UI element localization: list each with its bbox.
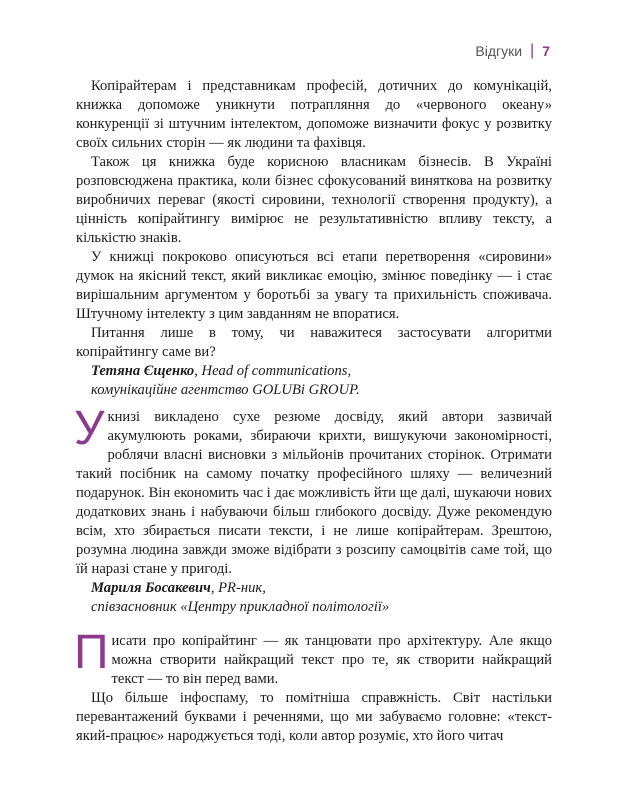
- review-2-author-org-line: [76, 598, 552, 617]
- review-1-paragraph: Копірайтерам і представникам професій, дотичних до комунікацій, книжка допоможе уникнути потрапляння до «червоного океану» конкуренції зі штучним інтелектом, допоможе визначити фокус у розвитку своїх сильних сторін — як людини та фахівця.: [76, 78, 552, 151]
- review-2-paragraph: [74, 402, 552, 579]
- review-3-paragraph: [74, 626, 552, 689]
- review-1-paragraph: Також ця книжка буде корисною власникам бізнесів. В Україні розповсюджена практика, коли бізнес сфокусований виняткова на розвитку виробничих переваг (якості сировини, технології створення продукту), а цінність копірайтингу вимірює не результативністю впливу тексту, а кількістю знаків.: [76, 154, 552, 246]
- running-header: [475, 42, 550, 60]
- review-2-signature: [76, 579, 552, 598]
- review-1-signature: [76, 362, 552, 381]
- header-divider: |: [530, 42, 535, 59]
- review-3-dropcap: П: [74, 626, 109, 679]
- review-1-author-role: , Head of communications,: [194, 363, 352, 379]
- review-3-text: исати про копірайтинг — як танцювати про архітектуру. Але якщо можна створити найкращий текст про те, як створити найкращий текст — то він перед вами.: [111, 633, 552, 687]
- review-2-text: книзі викладено сухе резюме досвіду, який автори зазвичай акумулюють роками, збираючи крихти, вишукуючи закономірності, роблячи власні висновки з мільйонів прочитаних сторінок. Отримати такий посібник на самому початку професійного шляху — величезний подарунок. Він економить час і дає можливість йти ще далі, шукаючи нових додаткових знань і набуваючи більш глибокого досвіду. Дуже рекомендую всім, хто збирається писати тексти, і не лише копірайтерам. Зрештою, розумна людина завжди зможе відібрати з розсипу самоцвітів саме той, що їй наразі стане у пригоді.: [76, 409, 552, 577]
- review-1-paragraph: У книжці покроково описуються всі етапи перетворення «сировини» думок на якісний текст, який викликає емоцію, змінює поведінку — і стає вирішальним аргументом у боротьбі за увагу та прихильність споживача. Штучному інтелекту з цим завданням не впоратися.: [76, 249, 552, 322]
- review-2: [74, 402, 552, 617]
- review-2-author-org: співзасновник «Центру прикладної політології»: [91, 599, 390, 615]
- section-title: Відгуки: [475, 43, 523, 59]
- review-1: [76, 77, 552, 400]
- review-3-paragraph-2: Що більше інфоспаму, то помітніша справжність. Світ настільки перевантажений буквами і реченнями, що ми забуваємо головне: «текст-який-працює» народжується тоді, коли автор розуміє, хто його читач: [76, 690, 552, 744]
- review-1-paragraph: Питання лише в тому, чи наважитеся застосувати алгоритми копірайтингу саме ви?: [76, 325, 552, 360]
- review-1-author-org: комунікаційне агентство GOLUBi GROUP.: [91, 382, 360, 398]
- review-1-author-org-line: [76, 381, 552, 400]
- review-2-dropcap: У: [74, 402, 105, 455]
- review-2-author-role: , PR-ник,: [210, 580, 266, 596]
- review-3: [74, 626, 552, 746]
- review-2-author-name: Мариля Босакевич: [91, 580, 211, 596]
- review-1-author-name: Тетяна Єщенко: [91, 363, 195, 379]
- page-number: 7: [542, 43, 550, 59]
